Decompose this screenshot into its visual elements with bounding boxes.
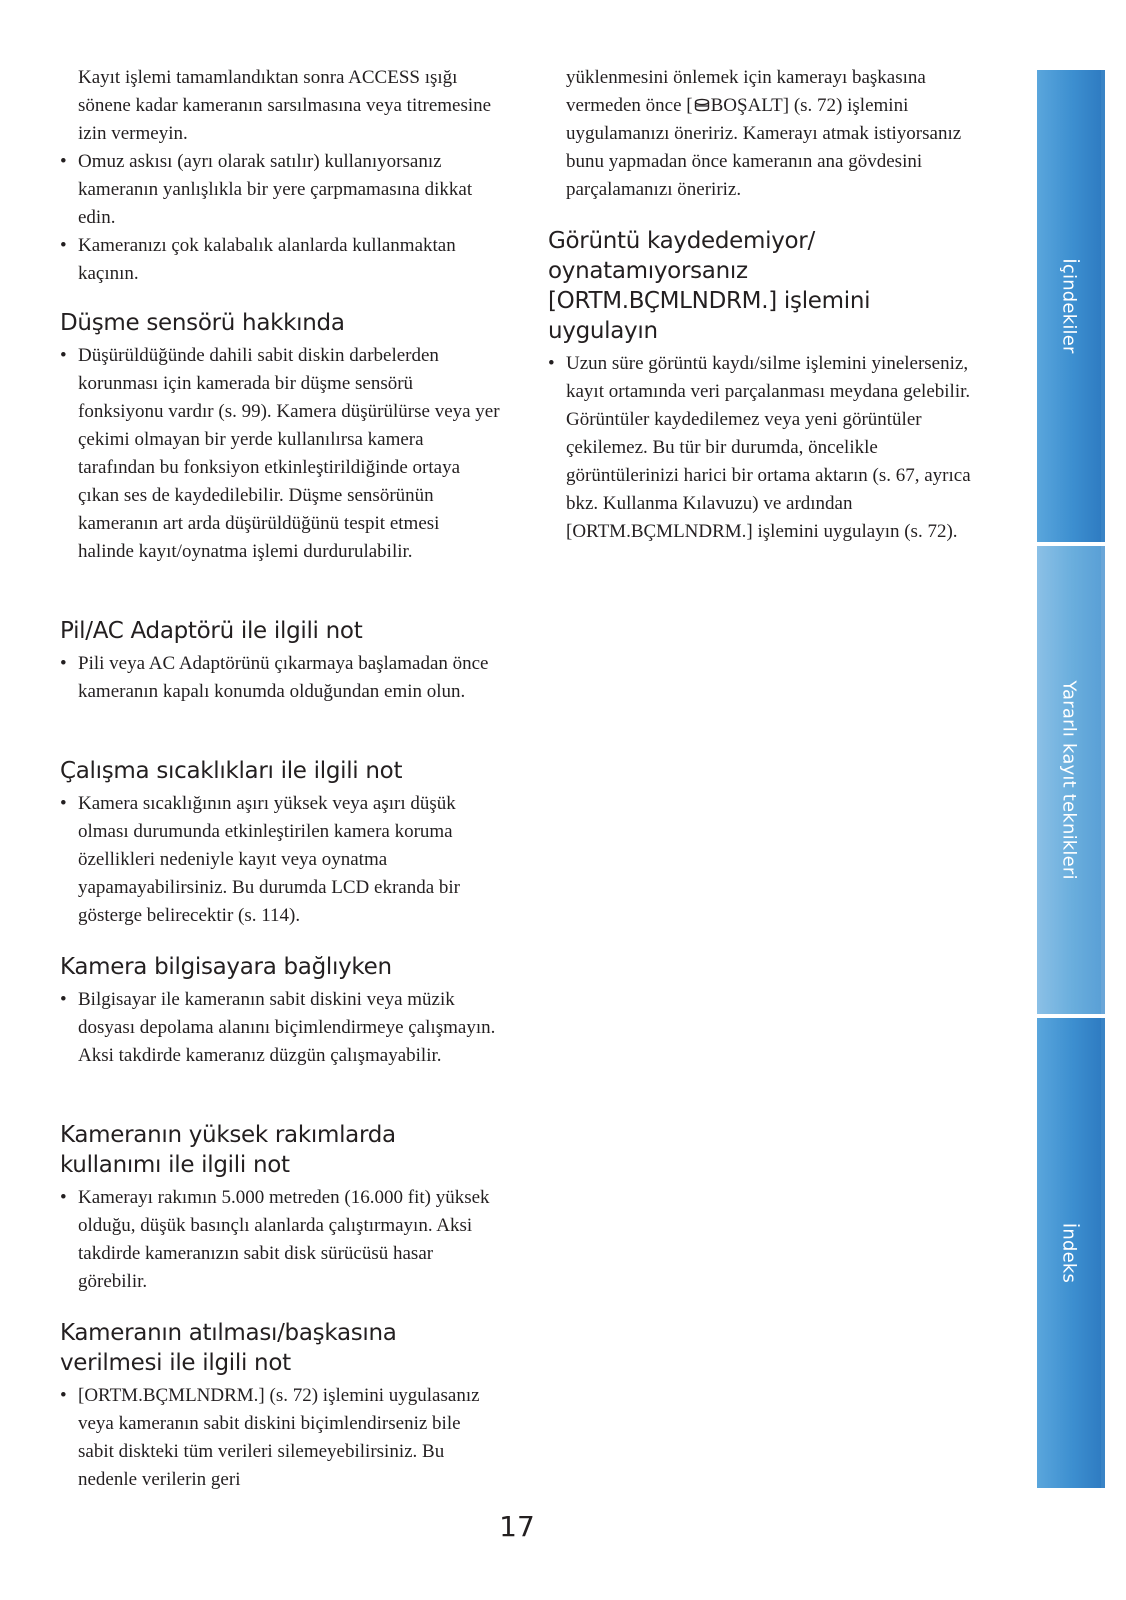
list-item [548,350,978,546]
section-cannot-record [548,226,978,546]
intro-block [60,64,500,288]
section-battery-adapter [60,616,500,706]
section-heading: Pil/AC Adaptörü ile ilgili not [60,618,363,644]
bullet-dot: • [60,345,67,366]
section-operating-temperature [60,756,500,930]
section-heading: Kamera bilgisayara bağlıyken [60,954,392,980]
list-item [60,1184,500,1296]
tab-index[interactable] [1037,1018,1105,1488]
list-item [60,790,500,930]
bullet-text: Bilgisayar ile kameranın sabit diskini veya müzik dosyası depolama alanını biçimlendirmeye çalışmayın. Aksi takdirde kameranız düzgün çalışmayabilir. [78,989,496,1066]
section-heading: Düşme sensörü hakkında [60,310,345,336]
intro-paragraph: Kayıt işlemi tamamlandıktan sonra ACCESS ışığı sönene kadar kameranın sarsılmasına veya titremesine izin vermeyin. [78,67,492,144]
section-heading: Kameranın yüksek rakımlarda kullanımı ile ilgili not [60,1122,396,1178]
bullet-text: Kamera sıcaklığının aşırı yüksek veya aşırı düşük olması durumunda etkinleştirilen kamera koruma özellikleri nedeniyle kayıt veya oynatma yapamayabilirsiniz. Bu durumda LCD ekranda bir gösterge belirecektir (s. 114). [78,793,461,926]
bullet-dot: • [60,151,67,172]
bullet-dot: • [548,353,555,374]
page-number: 17 [499,1510,535,1543]
bullet-dot: • [60,989,67,1010]
section-high-altitude [60,1120,500,1296]
tab-contents[interactable] [1037,70,1105,542]
list-item [60,232,500,288]
bullet-text: Uzun süre görüntü kaydı/silme işlemini yinelerseniz, kayıt ortamında veri parçalanması meydana gelebilir. Görüntüler kaydedilemez veya yeni görüntüler çekilemez. Bu tür bir durumda, öncelikle görüntülerinizi harici bir ortama aktarın (s. 67, ayrıca bkz. Kullanma Kılavuzu) ve ardından [ORTM.BÇMLNDRM.] işlemini uygulayın (s. 72). [566,353,971,542]
section-computer-connection [60,952,500,1070]
list-item [60,1382,500,1494]
bullet-dot: • [60,235,67,256]
section-heading: Görüntü kaydedemiyor/ oynatamıyorsanız [ORTM.BÇMLNDRM.] işlemini uygulayın [548,228,871,344]
bullet-text: Pili veya AC Adaptörünü çıkarmaya başlamadan önce kameranın kapalı konumda olduğundan emin olun. [78,653,489,702]
section-heading: Çalışma sıcaklıkları ile ilgili not [60,758,403,784]
bullet-dot: • [60,1187,67,1208]
section-disposal [60,1318,500,1494]
section-heading: Kameranın atılması/başkasına verilmesi ile ilgili not [60,1320,397,1376]
list-item [60,986,500,1070]
continuation-text-start: yüklenmesini önlemek için kamerayı başkasına vermeden önce [ [566,67,926,116]
list-item [60,148,500,232]
tab-label: İndeks [1058,1222,1080,1284]
tab-label: İçindekiler [1058,258,1080,354]
tab-label: Yararlı kayıt teknikleri [1058,680,1080,880]
tab-useful-recording-techniques[interactable] [1037,546,1105,1014]
bullet-text: Düşürüldüğünde dahili sabit diskin darbelerden korunması için kamerada bir düşme sensörü fonksiyonu vardır (s. 99). Kamera düşürülürse veya yer çekimi olmayan bir yerde kullanılırsa kamera tarafından bu fonksiyon etkinleştirildiğinde ortaya çıkan ses de kaydedilebilir. Düşme sensörünün kameranın art arda düşürüldüğünü tespit etmesi halinde kayıt/oynatma işlemi durdurulabilir. [78,345,500,562]
list-item [60,650,500,706]
continuation-block [548,64,978,204]
bullet-text: Omuz askısı (ayrı olarak satılır) kullanıyorsanız kameranın yanlışlıkla bir yere çarpmamasına dikkat edin. [78,151,473,228]
bullet-dot: • [60,653,67,674]
bullet-text: [ORTM.BÇMLNDRM.] (s. 72) işlemini uygulasanız veya kameranın sabit diskini biçimlendirseniz bile sabit diskteki tüm verileri silemeyebilirsiniz. Bu nedenle verilerin geri [78,1385,480,1490]
bullet-text: Kameranızı çok kalabalık alanlarda kullanmaktan kaçının. [78,235,456,284]
continuation-text-end: BOŞALT] (s. 72) işlemini uygulamanızı öneririz. Kamerayı atmak istiyorsanız bunu yapmadan önce kameranın ana gövdesini parçalamanızı öneririz. [566,95,962,200]
hdd-icon [694,98,710,112]
section-fall-sensor [60,308,500,566]
list-item [60,342,500,566]
bullet-text: Kamerayı rakımın 5.000 metreden (16.000 fit) yüksek olduğu, düşük basınçlı alanlarda çalıştırmayın. Aksi takdirde kameranızın sabit disk sürücüsü hasar görebilir. [78,1187,490,1292]
bullet-dot: • [60,1385,67,1406]
continuation-paragraph [548,64,978,204]
bullet-dot: • [60,793,67,814]
